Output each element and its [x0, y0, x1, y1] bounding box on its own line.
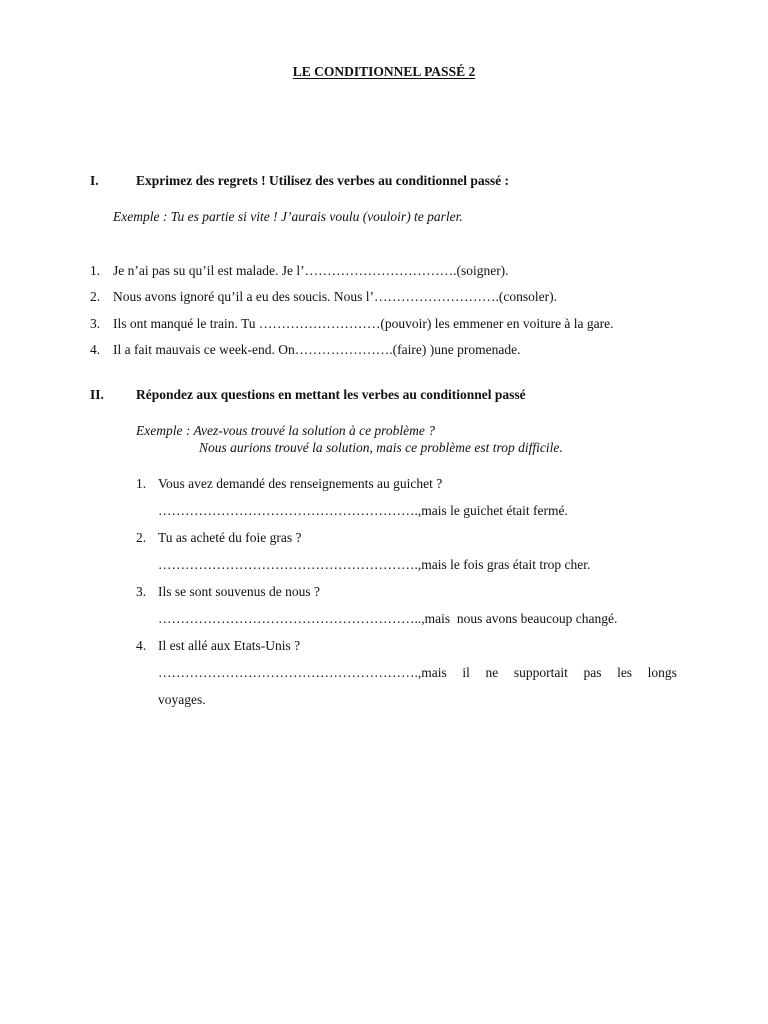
s1-item-2-number: 2.	[90, 289, 101, 304]
s2-item-1-number: 1.	[136, 476, 147, 491]
answer-word: longs	[647, 665, 677, 680]
section-1-heading: Exprimez des regrets ! Utilisez des verbes au conditionnel passé :	[136, 173, 509, 188]
s1-item-3-number: 3.	[90, 316, 101, 331]
answer-word: les	[617, 665, 633, 680]
s2-item-4-number: 4.	[136, 638, 147, 653]
s1-item-1-number: 1.	[90, 263, 101, 278]
answer-word: ne	[485, 665, 499, 680]
section-1-example: Exemple : Tu es partie si vite ! J’aurais voulu (vouloir) te parler.	[113, 209, 463, 224]
s2-item-1-question: Vous avez demandé des renseignements au guichet ?	[158, 476, 443, 491]
section-2-example-line-1: Exemple : Avez-vous trouvé la solution à ce problème ?	[136, 423, 436, 438]
s2-item-2-answer: ………………………………………………….,mais le fois gras était trop cher.	[158, 557, 591, 572]
s2-item-3-question: Ils se sont souvenus de nous ?	[158, 584, 320, 599]
page-title: LE CONDITIONNEL PASSÉ 2	[292, 64, 476, 79]
s1-item-2-text: Nous avons ignoré qu’il a eu des soucis. Nous l’……………………….(consoler).	[113, 289, 557, 304]
section-2-number: II.	[90, 387, 104, 402]
s2-item-4-answer-continuation: voyages.	[158, 692, 206, 707]
s1-item-3-text: Ils ont manqué le train. Tu ………………………(pouvoir) les emmener en voiture à la gare.	[113, 316, 614, 331]
section-2-heading: Répondez aux questions en mettant les verbes au conditionnel passé	[136, 387, 526, 402]
s2-item-4-answer	[158, 665, 677, 681]
s1-item-1-text: Je n’ai pas su qu’il est malade. Je l’…………………………….(soigner).	[113, 263, 509, 278]
s2-item-3-answer: …………………………………………………..,mais nous avons beaucoup changé.	[158, 611, 618, 626]
s2-item-2-question: Tu as acheté du foie gras ?	[158, 530, 302, 545]
section-1-number: I.	[90, 173, 99, 188]
s2-item-1-answer: ………………………………………………….,mais le guichet était fermé.	[158, 503, 568, 518]
answer-word: ………………………………………………….,mais	[158, 665, 447, 680]
answer-word: supportait	[513, 665, 568, 680]
answer-word: pas	[583, 665, 602, 680]
answer-word: il	[462, 665, 470, 680]
s1-item-4-text: Il a fait mauvais ce week-end. On………………….(faire) )une promenade.	[113, 342, 521, 357]
s1-item-4-number: 4.	[90, 342, 101, 357]
s2-item-2-number: 2.	[136, 530, 147, 545]
s2-item-4-question: Il est allé aux Etats-Unis ?	[158, 638, 301, 653]
s2-item-3-number: 3.	[136, 584, 147, 599]
section-2-example-line-2: Nous aurions trouvé la solution, mais ce problème est trop difficile.	[199, 440, 563, 455]
